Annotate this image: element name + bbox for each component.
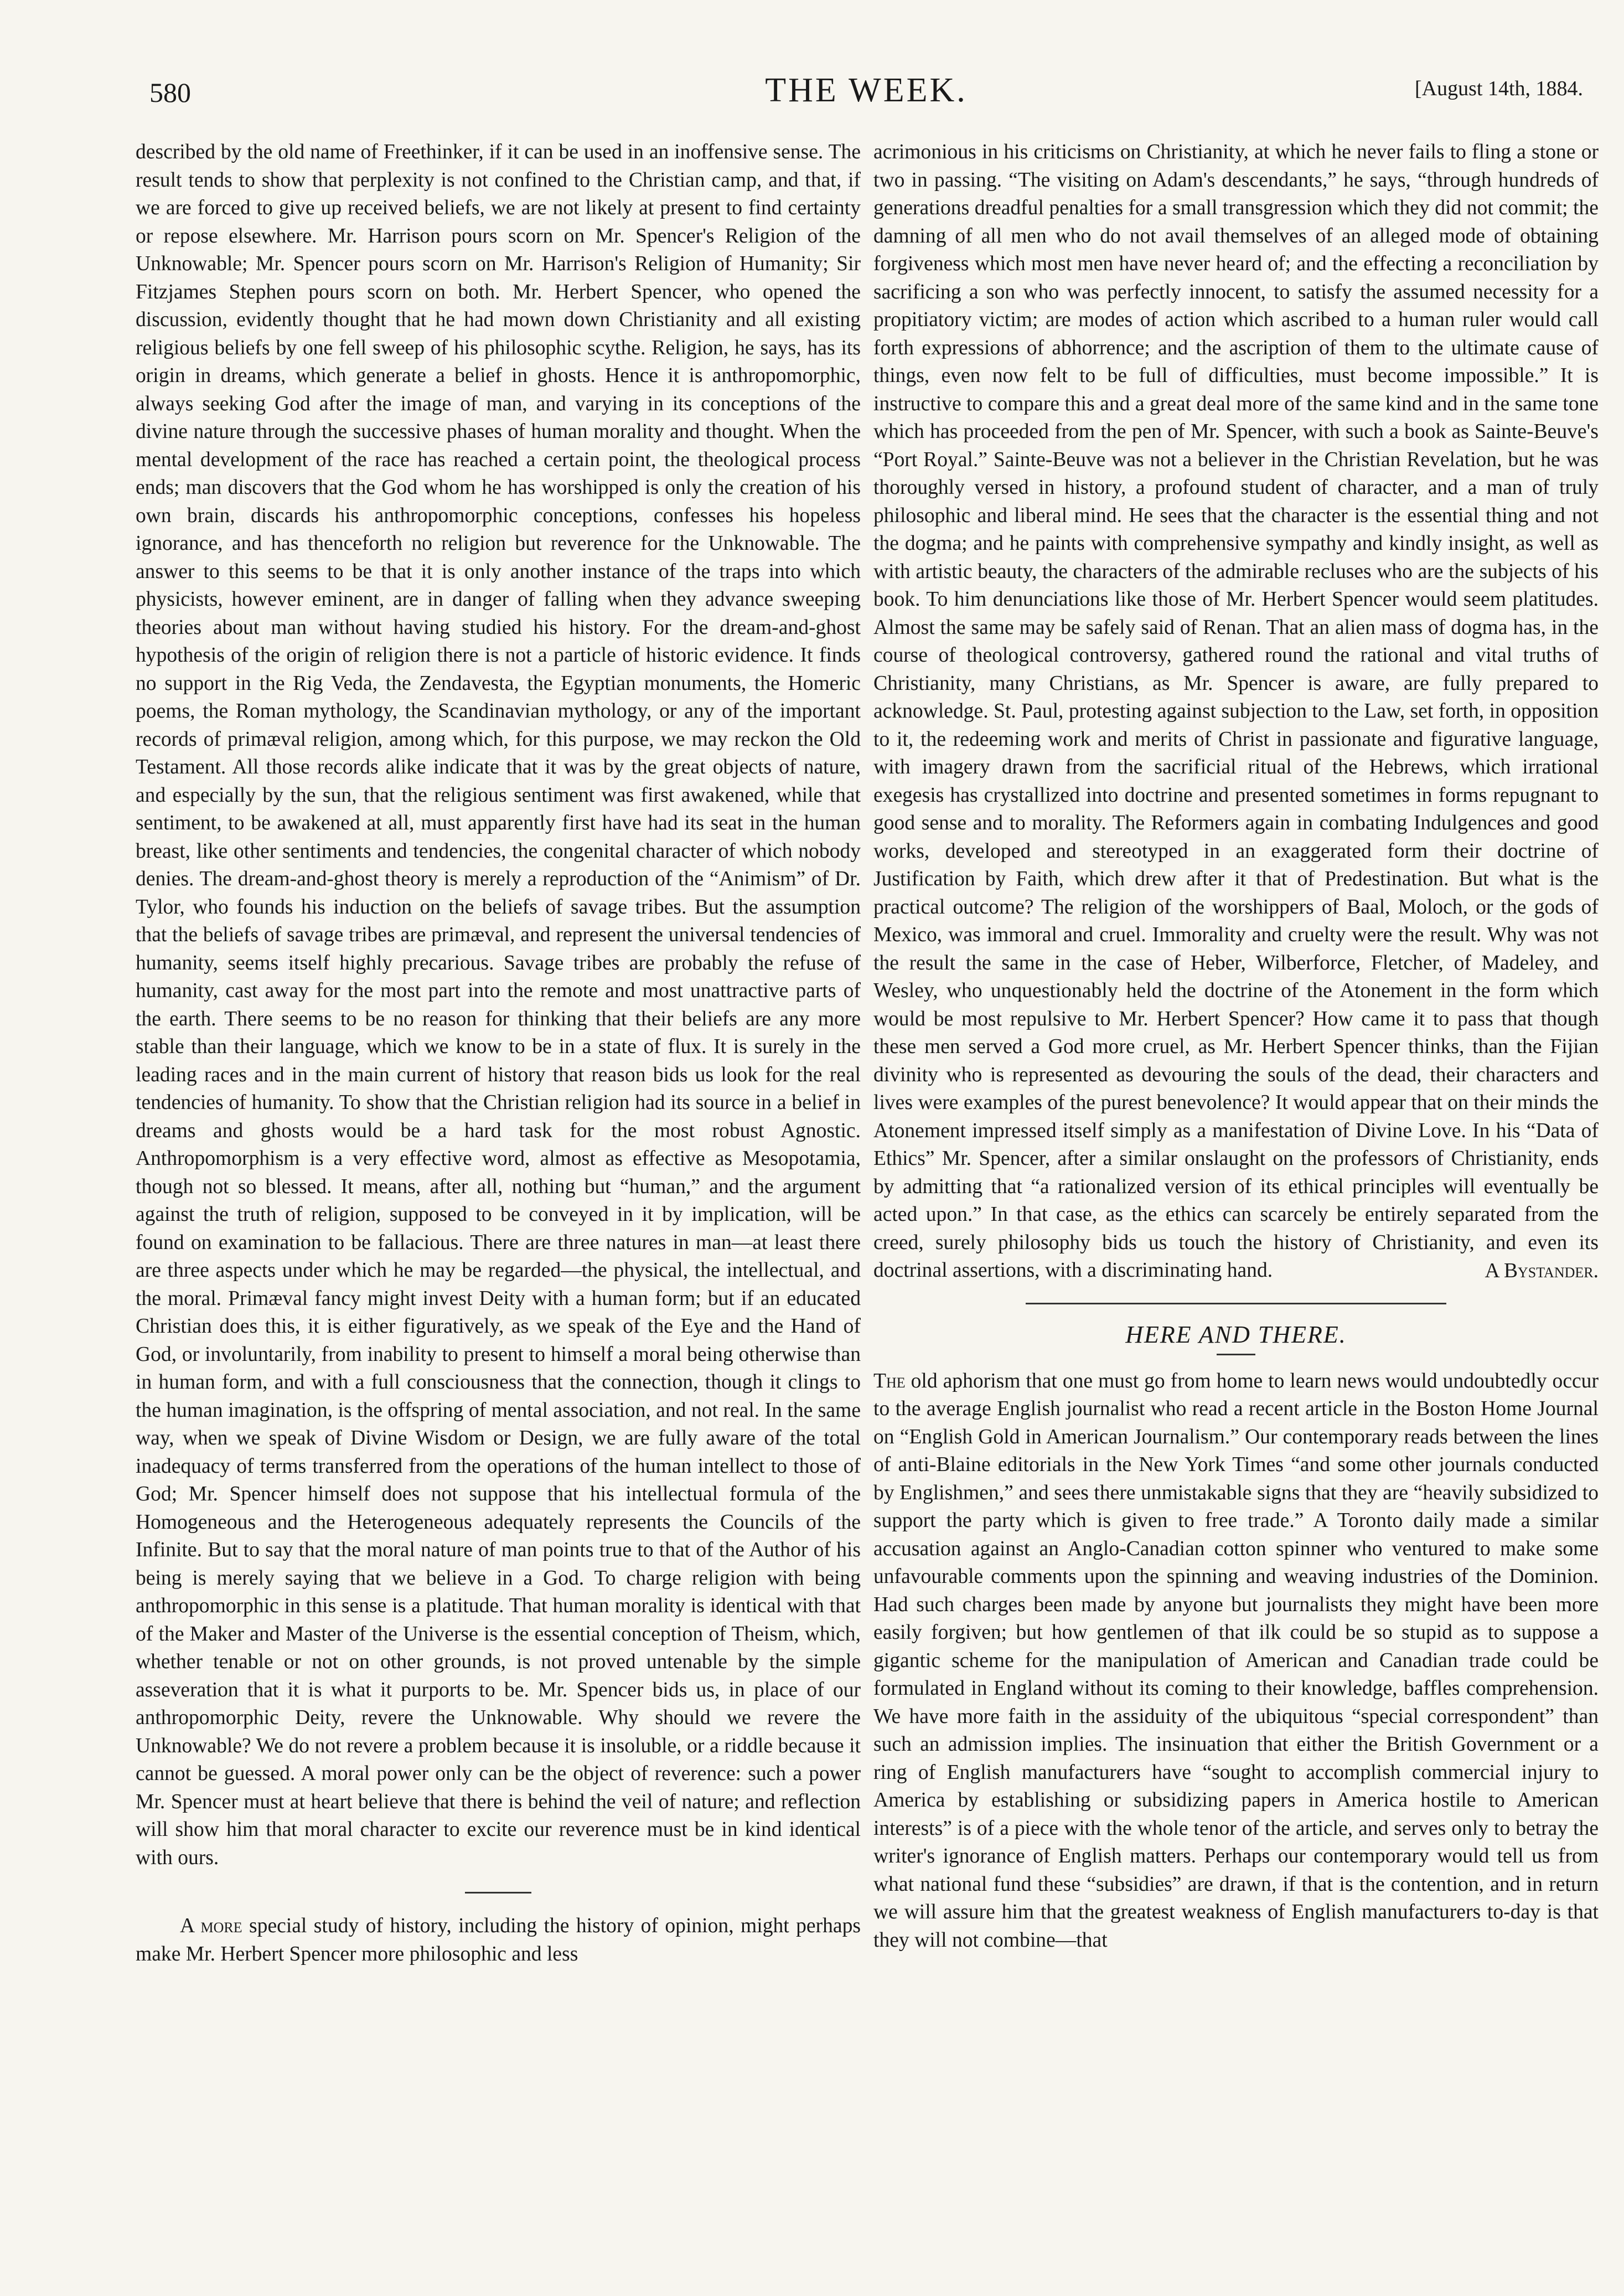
section-lead-word: The (873, 1369, 906, 1392)
left-column (136, 138, 861, 1968)
paragraph-text: special study of history, including the history of opinion, might perhaps make Mr. Herbert Spencer more philosophic and less (136, 1915, 861, 1965)
heading-underline (1217, 1354, 1255, 1355)
article-divider (1026, 1303, 1446, 1304)
section-paragraph (873, 1368, 1599, 1955)
signature-text: A Bystander. (1485, 1259, 1599, 1282)
article-paragraph: acrimonious in his criticisms on Christianity, at which he never fails to fling a stone or two in passing. “The visiting on Adam's descendants,” he says, “through hundreds of generations dreadful penalties for a small transgression which they did not commit; the damning of all men who do not avail themselves of an alleged mode of obtaining forgiveness which most men have never heard of; and the effecting a reconciliation by sacrificing a son who was perfectly innocent, to satisfy the assumed necessity for a propitiatory victim; are modes of action which ascribed to a human ruler would call forth expressions of abhorrence; and the ascription of them to the ultimate cause of things, even now felt to be full of difficulties, must become impossible.” It is instructive to compare this and a great deal more of the same kind and in the same tone which has proceeded from the pen of Mr. Spencer, with such a book as Sainte-Beuve's “Port Royal.” Sainte-Beuve was not a believer in the Christian Revelation, but he was thoroughly versed in history, a profound student of character, and a man of truly philosophic and liberal mind. He sees that the character is the essential thing and not the dogma; and he paints with comprehensive sympathy and kindly insight, as well as with artistic beauty, the characters of the admirable recluses who are the subjects of his book. To him denunciations like those of Mr. Herbert Spencer would seem platitudes. Almost the same may be safely said of Renan. That an alien mass of dogma has, in the course of theological controversy, gathered round the rational and vital truths of Christianity, many Christians, as Mr. Spencer is aware, are fully prepared to acknowledge. St. Paul, protesting against subjection to the Law, set forth, in opposition to it, the redeeming work and merits of Christ in passionate and figurative language, with imagery drawn from the sacrificial ritual of the Hebrews, which irrational exegesis has crystallized into doctrine and presented sometimes in forms repugnant to good sense and to morality. The Reformers again in combating Indulgences and good works, developed and stereotyped in an exaggerated form their doctrine of Justification by Faith, which drew after it that of Predestination. But what is the practical outcome? The religion of the worshippers of Baal, Moloch, or the gods of Mexico, was immoral and cruel. Immorality and cruelty were the result. Why was not the result the same in the case of Heber, Wilberforce, Fletcher, of Madeley, and Wesley, who unquestionably held the doctrine of the Atonement in the form which would be most repulsive to Mr. Herbert Spencer? How came it to pass that though these men served a God more cruel, as Mr. Herbert Spencer thinks, than the Fijian divinity who is represented as devouring the souls of the dead, their characters and lives were examples of the purest benevolence? It would appear that on their minds the Atonement impressed itself simply as a manifestation of Divine Love. In his “Data of Ethics” Mr. Spencer, after a similar onslaught on the professors of Christianity, ends by admitting that “a rationalized version of its ethical principles will eventually be acted upon.” In that case, as the ethics can scarcely be entirely separated from the creed, surely philosophy bids us touch the history of Christianity, and even its doctrinal assertions, with a discriminating hand. (873, 141, 1599, 1282)
page-number: 580 (149, 77, 191, 108)
article-paragraph: described by the old name of Freethinker, if it can be used in an inoffensive sense. The result tends to show that perplexity is not confined to the Christian camp, and that, if we are forced to give up received beliefs, we are not likely at present to find certainty or repose elsewhere. Mr. Harrison pours scorn on Mr. Spencer's Religion of the Unknowable; Mr. Spencer pours scorn on Mr. Harrison's Religion of Humanity; Sir Fitzjames Stephen pours scorn on both. Mr. Herbert Spencer, who opened the discussion, evidently thought that he had mown down Christianity and all existing religious beliefs by one fell sweep of his philosophic scythe. Religion, he says, has its origin in dreams, which generate a belief in ghosts. Hence it is anthropomorphic, always seeking God after the image of man, and varying in its conceptions of the divine nature through the successive phases of human morality and thought. When the mental development of the race has reached a certain point, the theological process ends; man discovers that the God whom he has worshipped is only the creation of his own brain, discards his anthropomorphic conceptions, confesses his hopeless ignorance, and has thenceforth no religion but reverence for the Unknowable. The answer to this seems to be that it is only another instance of the traps into which physicists, however eminent, are in danger of falling when they advance sweeping theories about man without having studied his history. For the dream-and-ghost hypothesis of the origin of religion there is not a particle of historic evidence. It finds no support in the Rig Veda, the Zendavesta, the Egyptian monuments, the Homeric poems, the Roman mythology, the Scandinavian mythology, or any of the important records of primæval religion, among which, for this purpose, we may reckon the Old Testament. All those records alike indicate that it was by the great objects of nature, and especially by the sun, that the religious sentiment was first awakened, while that sentiment, to be awakened at all, must apparently first have had its seat in the human breast, like other sentiments and tendencies, the congenital character of which nobody denies. The dream-and-ghost theory is merely a reproduction of the “Animism” of Dr. Tylor, who founds his induction on the beliefs of savage tribes. But the assumption that the beliefs of savage tribes are primæval, and represent the universal tendencies of humanity, seems itself highly precarious. Savage tribes are probably the refuse of humanity, cast away for the most part into the remote and most unattractive parts of the earth. There seems to be no reason for thinking that their beliefs are any more stable than their language, which we know to be in a state of flux. It is surely in the leading races and in the main current of history that reason bids us look for the real tendencies of humanity. To show that the Christian religion had its source in a belief in dreams and ghosts would be a hard task for the most robust Agnostic. Anthropomorphism is a very effective word, almost as effective as Mesopotamia, though not so blessed. It means, after all, nothing but “human,” and the argument against the truth of religion, supposed to be conveyed in it by implication, will be found on examination to be fallacious. There are three natures in man—at least there are three aspects under which he may be regarded—the physical, the intellectual, and the moral. Primæval fancy might invest Deity with a human form; but if an educated Christian does this, it is either figuratively, as we speak of the Eye and the Hand of God, or involuntarily, from inability to present to himself a moral being otherwise than in human form, and with a full consciousness that the connection, though it clings to the human imagination, is the offspring of mental association, and not real. In the same way, when we speak of Divine Wisdom or Design, we are fully aware of the total inadequacy of terms transferred from the operations of the human intellect to those of God; Mr. Spencer himself does not suppose that his intellectual formula of the Homogeneous and the Heterogeneous adequately represents the Councils of the Infinite. But to say that the moral nature of man points true to that of the Author of his being is merely saying that we believe in a God. To charge religion with being anthropomorphic in this sense is a platitude. That human morality is identical with that of the Maker and Master of the Universe is the essential conception of Theism, which, whether tenable or not on other grounds, is not proved untenable by the simple asseveration that it is what it purports to be. Mr. Spencer bids us, in place of our anthropomorphic Deity, revere the Unknowable. Why should we revere the Unknowable? We do not revere a problem because it is insoluble, or a riddle because it cannot be guessed. A moral power only can be the object of reverence: such a power Mr. Spencer must at heart believe that there is behind the veil of nature; and reflection will show him that moral character to excite our reverence must be in kind identical with ours. (136, 141, 861, 1869)
page-header (149, 65, 1583, 115)
paragraph-lead-words: A more (180, 1915, 242, 1937)
right-column (873, 138, 1599, 1954)
paragraph-divider (465, 1892, 531, 1893)
issue-date: [August 14th, 1884. (1415, 77, 1583, 100)
section-text: old aphorism that one must go from home to learn news would undoubtedly occur to the average English journalist who read a recent article in the Boston Home Journal on “English Gold in American Journalism.” Our contemporary reads between the lines of anti-Blaine editorials in the New York Times “and some other journals conducted by Englishmen,” and sees there unmistakable signs that they are “heavily subsidized to support the party which is given to free trade.” A Toronto daily made a similar accusation against an Anglo-Canadian cotton spinner who ventured to make some unfavourable comments upon the spinning and weaving industries of the Dominion. Had such charges been made by anyone but journalists they might have been more easily forgiven; but how gentlemen of that ilk could be so stupid as to suppose a gigantic scheme for the manipulation of American and Canadian trade could be formulated in England without its coming to their knowledge, baffles comprehension. We have more faith in the assiduity of the ubiquitous “special correspondent” than such an admission implies. The insinuation that either the British Government or a ring of English manufacturers have “sought to accomplish commercial injury to America by establishing or subsidizing papers in America hostile to American interests” is of a piece with the whole tenor of the article, and serves only to betray the writer's ignorance of English matters. Perhaps our contemporary would tell us from what national fund these “subsidies” are drawn, if that is the contention, and in return we will assure him that the greatest weakness of English manufacturers to-day is that they will not combine—that (873, 1369, 1599, 1952)
section-heading: HERE AND THERE. (1125, 1321, 1347, 1348)
publication-title: THE WEEK. (765, 71, 968, 109)
article-paragraph (136, 1912, 861, 1968)
